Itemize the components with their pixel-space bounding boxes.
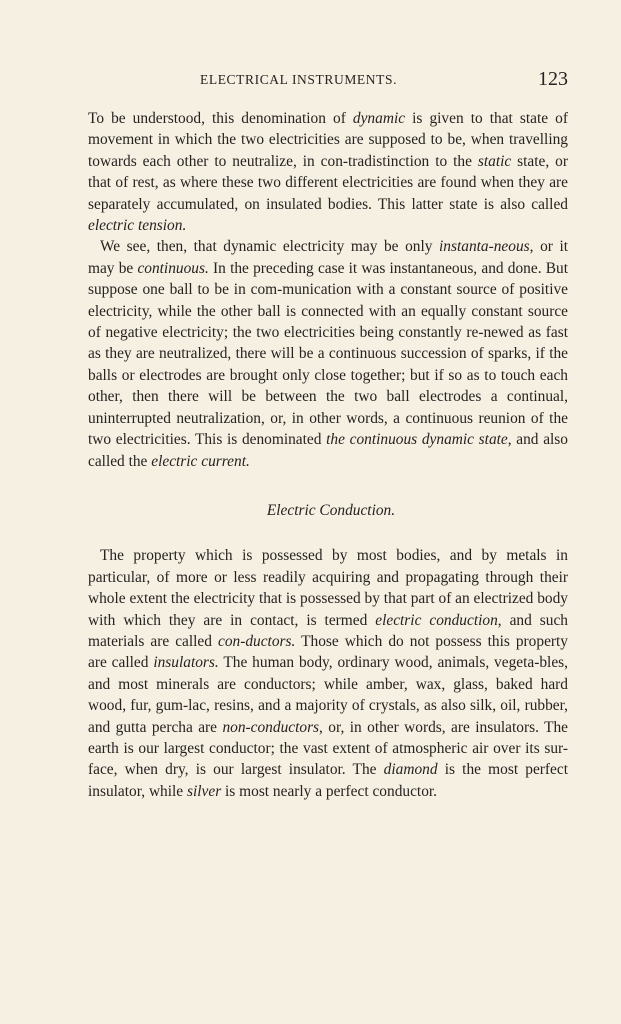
italic-term: instanta-neous [439, 238, 530, 256]
text-run: is given to that state of movement in which the two electricities are supposed to be, when travelling towards each other to neutralize, in con-tradistinction to the [88, 110, 568, 170]
page-header [88, 68, 568, 98]
text-run: state, or that of rest, as where these two different electricities are found when they are separately accumulated, on insulated bodies. This latter state is also called [88, 152, 568, 213]
paragraph-dynamic-continuous [88, 236, 568, 471]
paragraph-electric-conduction [88, 545, 568, 802]
text-run: In the preceding case it was instantaneous, and done. But suppose one ball to be in com-munication with a constant source of positive electricity, while the other ball is connected with an equally constant source of negative electricity; the two electricities being constantly re-newed as fast as they are neutralized, there will be a continuous succession of sparks, if the balls or electrodes are brought only close together; but if so as to touch each other, then there will be between the two ball electrodes a continual, uninterrupted neutralization, or, in other words, a continuous reunion of the two electricities. This is denominated [88, 259, 568, 449]
italic-term: continuous. [137, 259, 209, 277]
running-head: ELECTRICAL INSTRUMENTS. [200, 72, 398, 87]
italic-term: non-conductors [222, 718, 320, 736]
text-run: , and also called the [88, 431, 568, 470]
italic-term: electric conduction [375, 611, 498, 629]
italic-term: diamond [383, 761, 438, 779]
italic-term: con-ductors. [217, 632, 296, 650]
italic-term: silver [186, 782, 222, 800]
italic-term: insulators. [153, 654, 219, 672]
text-run: To be understood, this denomination of [88, 110, 353, 127]
italic-term: the continuous dynamic state [326, 431, 508, 449]
text-run: We see, then, that dynamic electricity may be only [100, 238, 440, 256]
text-run: is the most perfect insulator, while [88, 761, 568, 800]
section-heading-electric-conduction: Electric Conduction. [266, 501, 396, 519]
text-run: , or it may be [88, 238, 568, 277]
italic-term: electric tension. [88, 217, 187, 235]
text-run: The property which is possessed by most bodies, and by metals in particular, of more or less readily acquiring and propagating through their whole extent the electricity that is possessed by that part of an electrized body with which they are in contact, is termed [88, 547, 568, 629]
text-run: is most nearly a perfect conductor. [221, 782, 438, 800]
text-run: , or, in other words, are insulators. The earth is our largest conductor; the vast extent of atmospheric air over its sur-face, when dry, is our largest insulator. The [88, 718, 569, 779]
text-run: , and such materials are called [88, 611, 568, 650]
italic-term: electric current. [151, 452, 250, 470]
italic-term: static [477, 152, 512, 170]
paragraph-dynamic-definition [88, 108, 568, 236]
text-run: The human body, ordinary wood, animals, vegeta-bles, and most minerals are conductors; while amber, wax, glass, baked hard wood, fur, gum-lac, resins, and a majority of crystals, as also silk, oil, rubber, and gutta percha are [88, 654, 568, 736]
body-text [88, 108, 568, 802]
page-number: 123 [538, 68, 568, 90]
text-run: Those which do not possess this property are called [88, 632, 569, 672]
italic-term: dynamic [352, 110, 406, 127]
